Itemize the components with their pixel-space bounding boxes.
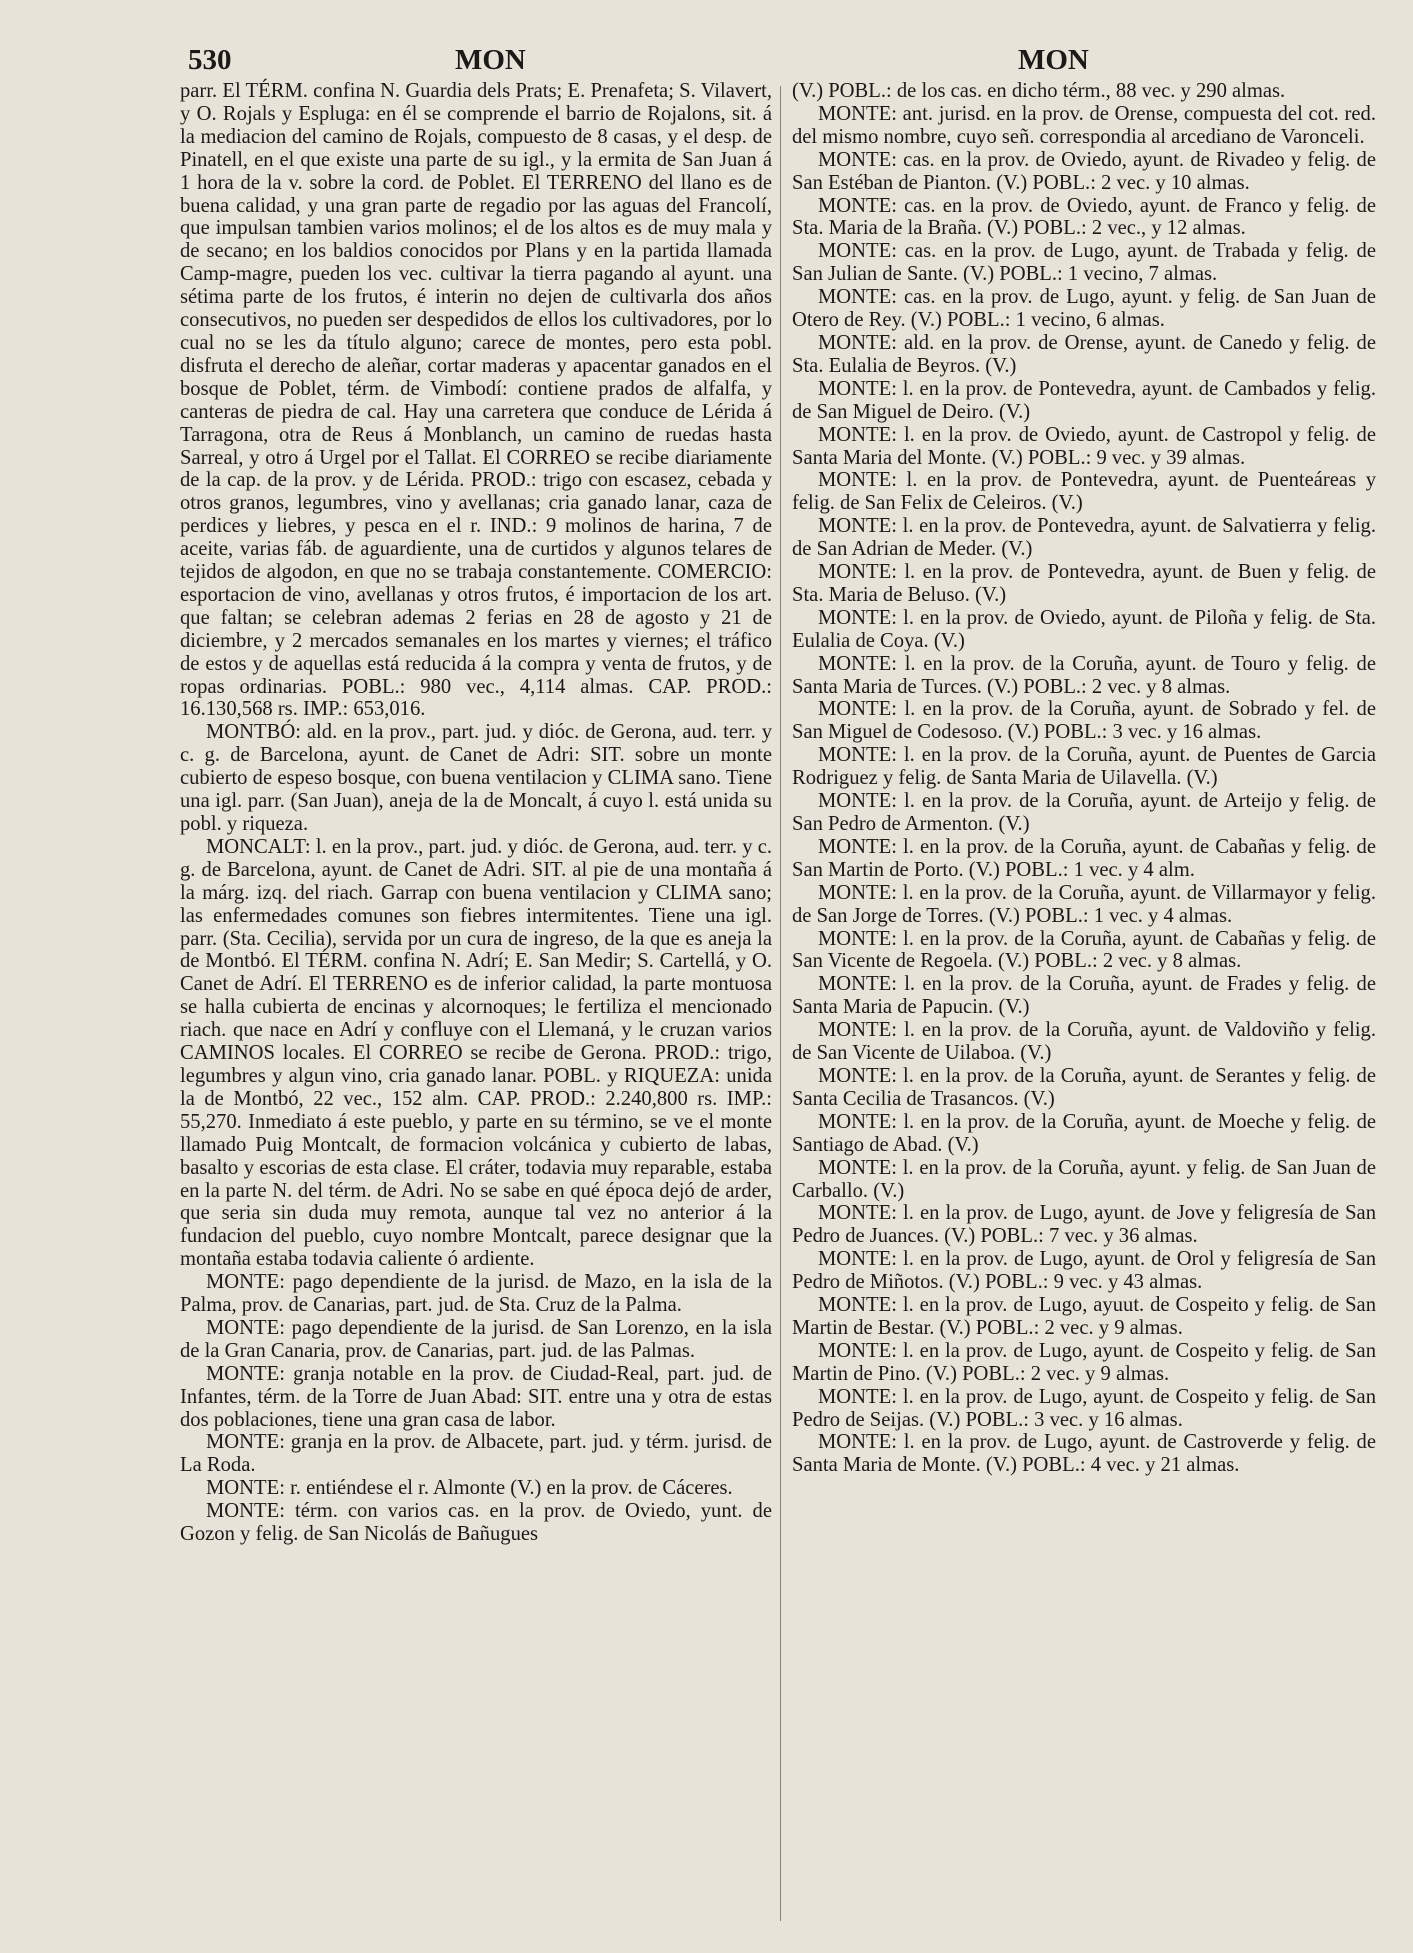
- entry-paragraph: MONTE: l. en la prov. de Lugo, ayunt. de Orol y feligresía de San Pedro de Miñotos. (V.) POBL.: 9 vec. y 43 almas.: [792, 1248, 1376, 1294]
- right-column: [792, 80, 1376, 1477]
- entry-paragraph: MONTE: l. en la prov. de Pontevedra, ayunt. de Buen y felig. de Sta. Maria de Beluso. (V.): [792, 561, 1376, 606]
- entry-paragraph: MONTE: l. en la prov. de la Coruña, ayunt. y felig. de San Juan de Carballo. (V.): [792, 1156, 1376, 1202]
- entry-paragraph: MONTE: l. en la prov. de la Coruña, ayunt. de Frades y felig. de Santa Maria de Papucin. (V.): [792, 973, 1376, 1019]
- entry-paragraph: MONTE: r. entiéndese el r. Almonte (V.) en la prov. de Cáceres.: [206, 1477, 733, 1500]
- right-running-head: MON: [1018, 44, 1089, 76]
- entry-paragraph: MONTE: l. en la prov. de la Coruña, ayunt. de Moeche y felig. de Santiago de Abad. (V.): [792, 1110, 1376, 1156]
- entry-paragraph: (V.) POBL.: de los cas. en dicho térm., 88 vec. y 290 almas.: [792, 80, 1286, 102]
- entry-paragraph: MONTE: l. en la prov. de la Coruña, ayunt. de Sobrado y fel. de San Miguel de Codesoso. (V.) POBL.: 3 vec. y 16 almas.: [792, 698, 1376, 744]
- entry-paragraph: MONTE: térm. con varios cas. en la prov. de Oviedo, yunt. de Gozon y felig. de San Nicolás de Bañugues: [180, 1500, 772, 1546]
- entry-paragraph: MONTE: ald. en la prov. de Orense, ayunt. de Canedo y felig. de Sta. Eulalia de Beyros. (V.): [792, 331, 1376, 377]
- entry-paragraph: MONCALT: l. en la prov., part. jud. y dióc. de Gerona, aud. terr. y c. g. de Barcelona, ayunt. de Canet de Adri. SIT. al pie de una montaña á la márg. izq. del riach. Garrap con buena ventilacion y CLIMA sano; las enfermedades comunes son fiebres intermitentes. Tiene una igl. parr. (Sta. Cecilia), servida por un cura de ingreso, de la que es aneja la de Montbó. El TÉRM. confina N. Adrí; E. San Medir; S. Cartellá, y O. Canet de Adrí. El TERRENO es de inferior calidad, la parte montuosa se halla cubierta de encinas y alcornoques; le fertiliza el mencionado riach. que nace en Adrí y confluye con el Llemaná, y le cruzan varios CAMINOS locales. El CORREO se recibe de Gerona. PROD.: trigo, legumbres y algun vino, cria ganado lanar. POBL. y RIQUEZA: unida la de Montbó, 22 vec., 152 alm. CAP. PROD.: 2.240,800 rs. IMP.: 55,270. Inmediato á este pueblo, y parte en su término, se ve el monte llamado Puig Montcalt, de formacion volcánica y cubierto de labas, basalto y escorias de esta clase. El cráter, todavia muy reparable, estaba en la parte N. del térm. de Adri. No se sabe en qué época dejó de arder, que seria sin duda muy remota, aunque tal vez no anterior á la fundacion del pueblo, cuyo nombre Montcalt, parece designar que la montaña estaba todavia caliente ó ardiente.: [180, 835, 772, 1271]
- page-header: [0, 44, 1413, 84]
- left-running-head: MON: [455, 44, 526, 76]
- entry-paragraph: MONTE: l. en la prov. de Pontevedra, ayunt. de Puenteáreas y felig. de San Felix de Celeiros. (V.): [792, 469, 1376, 515]
- entry-paragraph: MONTE: l. en la prov. de la Coruña, ayunt. de Cabañas y felig. de San Martin de Porto. (V.) POBL.: 1 vec. y 4 alm.: [792, 835, 1376, 881]
- left-column: [180, 80, 772, 1546]
- entry-paragraph: MONTE: l. en la prov. de Lugo, ayunt. de Castroverde y felig. de Santa Maria de Monte. (V.) POBL.: 4 vec. y 21 almas.: [792, 1431, 1376, 1477]
- entry-paragraph: MONTE: l. en la prov. de la Coruña, ayunt. de Valdoviño y felig. de San Vicente de Uilaboa. (V.): [792, 1019, 1376, 1065]
- entry-paragraph: MONTE: pago dependiente de la jurisd. de San Lorenzo, en la isla de la Gran Canaria, prov. de Canarias, part. jud. de las Palmas.: [180, 1316, 772, 1362]
- entry-paragraph: MONTE: granja en la prov. de Albacete, part. jud. y térm. jurisd. de La Roda.: [180, 1431, 772, 1477]
- entry-paragraph: MONTE: cas. en la prov. de Lugo, ayunt. y felig. de San Juan de Otero de Rey. (V.) POBL.: 1 vecino, 6 almas.: [792, 286, 1376, 332]
- entry-paragraph: MONTE: l. en la prov. de Lugo, ayunt. de Cospeito y felig. de San Martin de Pino. (V.) POBL.: 2 vec. y 9 almas.: [792, 1339, 1376, 1385]
- entry-paragraph: MONTE: pago dependiente de la jurisd. de Mazo, en la isla de la Palma, prov. de Canarias, part. jud. de Sta. Cruz de la Palma.: [180, 1271, 772, 1317]
- entry-paragraph: MONTE: l. en la prov. de Pontevedra, ayunt. de Salvatierra y felig. de San Adrian de Meder. (V.): [792, 515, 1376, 561]
- entry-paragraph: MONTE: l. en la prov. de Oviedo, ayunt. de Piloña y felig. de Sta. Eulalia de Coya. (V.): [792, 606, 1376, 652]
- entry-paragraph: MONTE: cas. en la prov. de Oviedo, ayunt. de Franco y felig. de Sta. Maria de la Braña. (V.) POBL.: 2 vec., y 12 almas.: [792, 194, 1376, 240]
- entry-paragraph: MONTE: l. en la prov. de la Coruña, ayunt. de Villarmayor y felig. de San Jorge de Torres. (V.) POBL.: 1 vec. y 4 almas.: [792, 881, 1376, 927]
- entry-paragraph: MONTE: l. en la prov. de la Coruña, ayunt. de Serantes y felig. de Santa Cecilia de Trasancos. (V.): [792, 1064, 1376, 1110]
- entry-paragraph: MONTE: l. en la prov. de la Coruña, ayunt. de Touro y felig. de Santa Maria de Turces. (V.) POBL.: 2 vec. y 8 almas.: [792, 652, 1376, 698]
- entry-paragraph: MONTE: cas. en la prov. de Oviedo, ayunt. de Rivadeo y felig. de San Estéban de Pianton. (V.) POBL.: 2 vec. y 10 almas.: [792, 148, 1376, 194]
- entry-paragraph: MONTE: cas. en la prov. de Lugo, ayunt. de Trabada y felig. de San Julian de Sante. (V.) POBL.: 1 vecino, 7 almas.: [792, 240, 1376, 286]
- entry-paragraph: parr. El TÉRM. confina N. Guardia dels Prats; E. Prenafeta; S. Vilavert, y O. Rojals y Espluga: en él se comprende el barrio de Rojalons, sit. á la mediacion del camino de Rojals, compuesto de 8 casas, y el desp. de Pinatell, en el que existe una parte de su igl., y la ermita de San Juan á 1 hora de la v. sobre la cord. de Poblet. El TERRENO del llano es de buena calidad, y una gran parte de regadio por las aguas del Francolí, que impulsan tambien varios molinos; el de los altos es de muy mala y de secano; en los baldios conocidos por Plans y en la partida llamada Camp-magre, pueden los vec. cultivar la tierra pagando al ayunt. una sétima parte de los frutos, é interin no dejen de cultivarla dos años consecutivos, no pueden ser despedidos de ellos los cultivadores, por lo cual no se les da título alguno; carece de montes, pero esta pobl. disfruta el derecho de aleñar, cortar maderas y apacentar ganados en el bosque de Poblet, térm. de Vimbodí: contiene prados de alfalfa, y canteras de piedra de cal. Hay una carretera que conduce de Lérida á Tarragona, otra de Reus á Monblanch, un camino de ruedas hasta Sarreal, y otro á Urgel por el Tallat. El CORREO se recibe diariamente de la cap. de la prov. y de Lérida. PROD.: trigo con escasez, cebada y otros granos, legumbres, vino y avellanas; cria ganado lanar, caza de perdices y liebres, y pesca en el r. IND.: 9 molinos de harina, 7 de aceite, varias fáb. de aguardiente, una de curtidos y algunos telares de tejidos de algodon, en que no se trabaja constantemente. COMERCIO: esportacion de vino, avellanas y otros frutos, é importacion de los art. que faltan; se celebran ademas 2 ferias en 28 de agosto y 21 de diciembre, y 2 mercados semanales en los martes y viernes; el tráfico de estos y de aquellas está reducida á la compra y venta de frutos, y de ropas ordinarias. POBL.: 980 vec., 4,114 almas. CAP. PROD.: 16.130,568 rs. IMP.: 653,016.: [180, 80, 772, 721]
- entry-paragraph: MONTE: ant. jurisd. en la prov. de Orense, compuesta del cot. red. del mismo nombre, cuyo señ. correspondia al arcediano de Varonceli.: [792, 102, 1376, 148]
- entry-paragraph: MONTE: granja notable en la prov. de Ciudad-Real, part. jud. de Infantes, térm. de la Torre de Juan Abad: SIT. entre una y otra de estas dos poblaciones, tiene una gran casa de labor.: [180, 1362, 772, 1431]
- entry-paragraph: MONTE: l. en la prov. de la Coruña, ayunt. de Arteijo y felig. de San Pedro de Armenton. (V.): [792, 790, 1376, 835]
- entry-paragraph: MONTE: l. en la prov. de Lugo, ayuut. de Cospeito y felig. de San Martin de Bestar. (V.) POBL.: 2 vec. y 9 almas.: [792, 1294, 1376, 1339]
- page-number: 530: [188, 44, 232, 76]
- entry-paragraph: MONTBÓ: ald. en la prov., part. jud. y dióc. de Gerona, aud. terr. y c. g. de Barcelona, ayunt. de Canet de Adri: SIT. sobre un monte cubierto de espeso bosque, con buena ventilacion y CLIMA sano. Tiene una igl. parr. (San Juan), aneja de la de Moncalt, á cuyo l. está unida su pobl. y riqueza.: [180, 721, 772, 835]
- entry-paragraph: MONTE: l. en la prov. de Lugo, ayunt. de Cospeito y felig. de San Pedro de Seijas. (V.) POBL.: 3 vec. y 16 almas.: [792, 1385, 1376, 1431]
- entry-paragraph: MONTE: l. en la prov. de la Coruña, ayunt. de Cabañas y felig. de San Vicente de Regoela. (V.) POBL.: 2 vec. y 8 almas.: [792, 927, 1376, 973]
- entry-paragraph: MONTE: l. en la prov. de Pontevedra, ayunt. de Cambados y felig. de San Miguel de Deiro. (V.): [792, 377, 1376, 423]
- entry-paragraph: MONTE: l. en la prov. de Lugo, ayunt. de Jove y feligresía de San Pedro de Juances. (V.) POBL.: 7 vec. y 36 almas.: [792, 1202, 1376, 1248]
- column-divider: [780, 86, 781, 1921]
- entry-paragraph: MONTE: l. en la prov. de la Coruña, ayunt. de Puentes de Garcia Rodriguez y felig. de Santa Maria de Uilavella. (V.): [792, 744, 1376, 790]
- entry-paragraph: MONTE: l. en la prov. de Oviedo, ayunt. de Castropol y felig. de Santa Maria del Monte. (V.) POBL.: 9 vec. y 39 almas.: [792, 423, 1376, 469]
